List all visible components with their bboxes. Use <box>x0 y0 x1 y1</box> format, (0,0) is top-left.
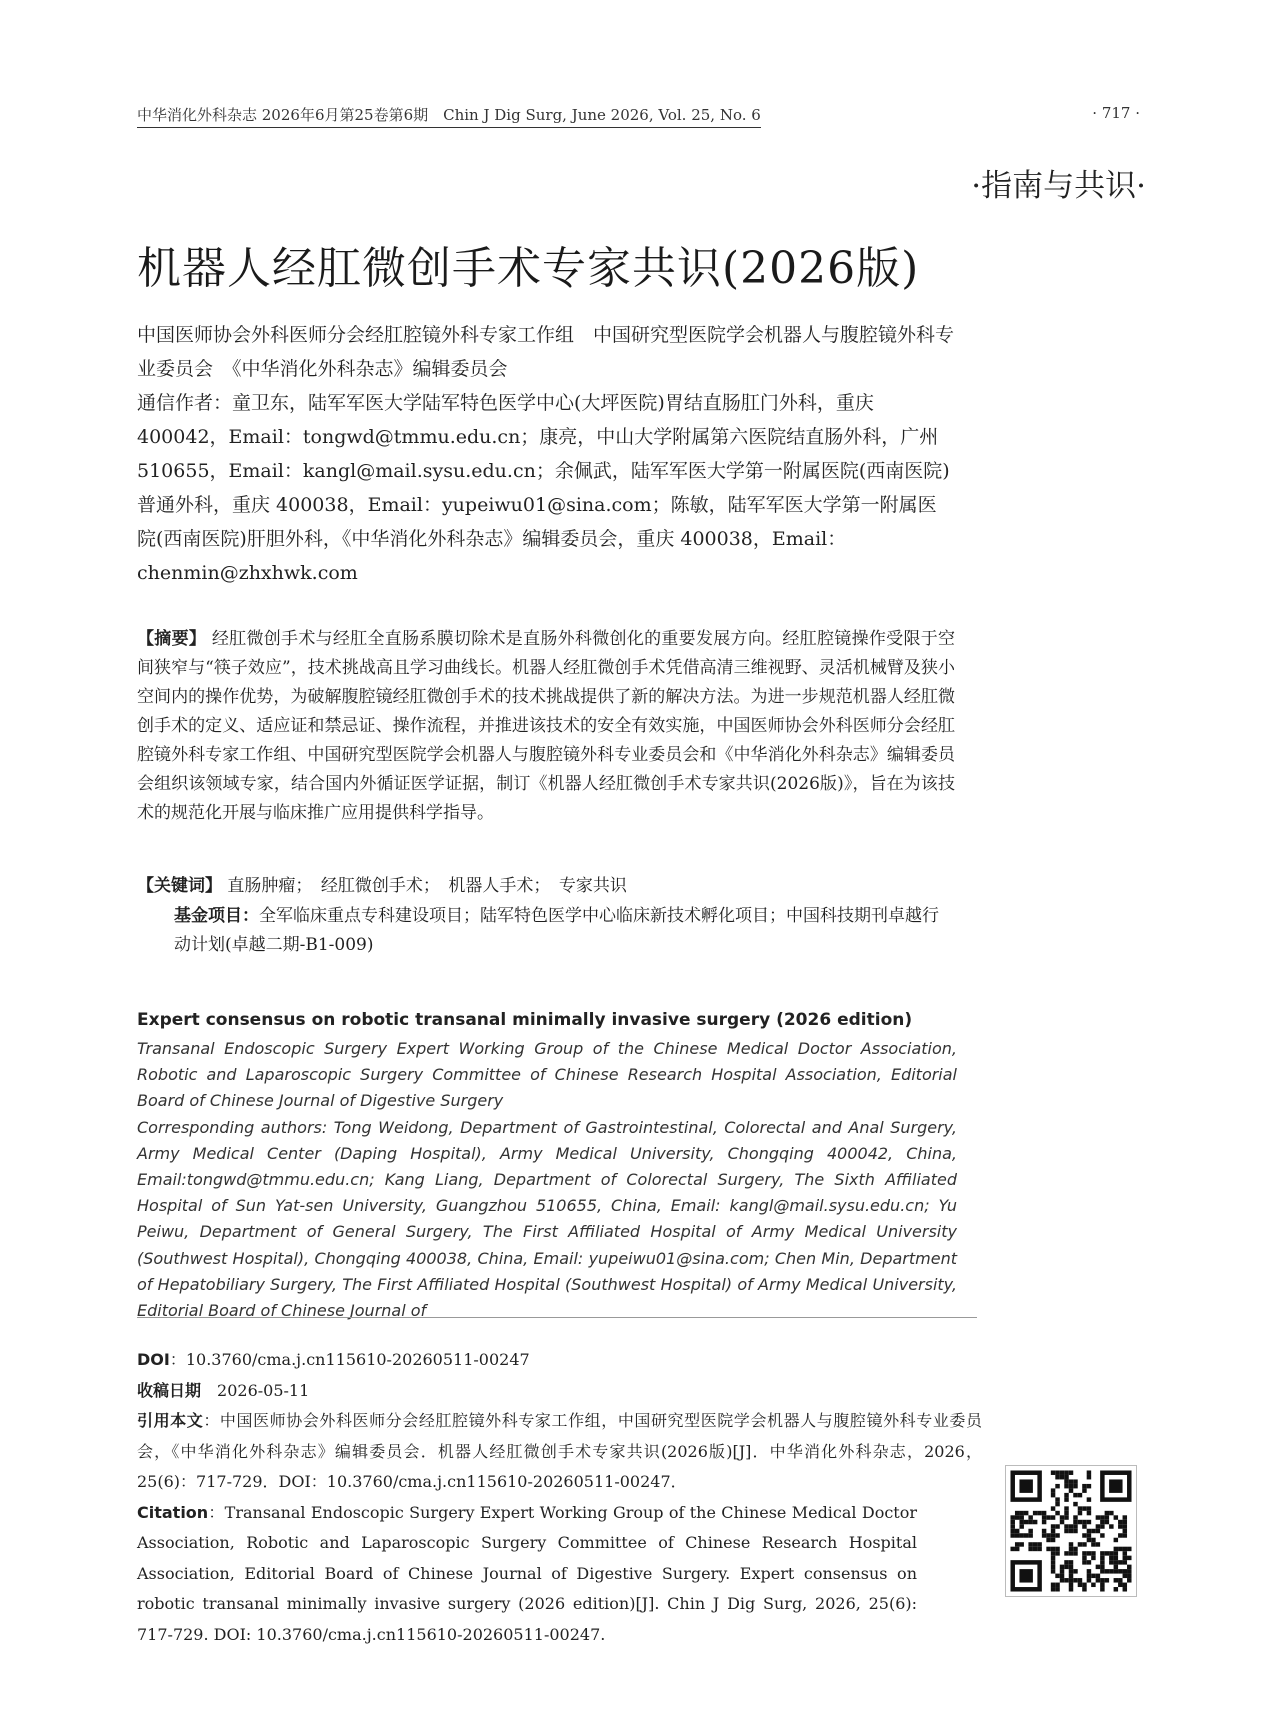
fund <box>174 902 955 960</box>
abstract-label: 【摘要】 <box>137 629 207 649</box>
article-title: 机器人经肛微创手术专家共识(2026版) <box>137 243 920 294</box>
keywords-label: 【关键词】 <box>137 876 222 896</box>
qr-code-icon[interactable] <box>1005 1465 1137 1597</box>
cite-en-label: Citation <box>137 1502 209 1522</box>
corresponding-authors: 通信作者：童卫东，陆军军医大学陆军特色医学中心(大坪医院)胃结直肠肛门外科，重庆 400042，Email：tongwd@tmmu.edu.cn；康亮，中山大学附属第六医院结直肠外科，广州 510655，Email：kangl@mail.sysu.edu.cn；余佩武，陆军军医大学第一附属医院(西南医院)普通外科，重庆 400038，Email：yupeiwu01@sina.com；陈敏，陆军军医大学第一附属医院(西南医院)肝胆外科，《中华消化外科杂志》编辑委员会，重庆 400038，Email：chenmin@zhxhwk.com <box>137 392 950 584</box>
keywords <box>137 872 955 901</box>
section-tag: ·指南与共识· <box>971 168 1146 204</box>
english-authors <box>137 1036 957 1324</box>
abstract-text: 经肛微创手术与经肛全直肠系膜切除术是直肠外科微创化的重要发展方向。经肛腔镜操作受限于空间狭窄与“筷子效应”，技术挑战高且学习曲线长。机器人经肛微创手术凭借高清三维视野、灵活机械臂及狭小空间内的操作优势，为破解腹腔镜经肛微创手术的技术挑战提供了新的解决方法。为进一步规范机器人经肛微创手术的定义、适应证和禁忌证、操作流程，并推进该技术的安全有效实施，中国医师协会外科医师分会经肛腔镜外科专家工作组、中国研究型医院学会机器人与腹腔镜外科专业委员会和《中华消化外科杂志》编辑委员会组织该领域专家，结合国内外循证医学证据，制订《机器人经肛微创手术专家共识(2026版)》，旨在为该技术的规范化开展与临床推广应用提供科学指导。 <box>137 629 956 823</box>
cite-cn-label: 引用本文 <box>137 1411 204 1430</box>
cite-cn-text: ：中国医师协会外科医师分会经肛腔镜外科专家工作组，中国研究型医院学会机器人与腹腔镜外科专业委员会，《中华消化外科杂志》编辑委员会．机器人经肛微创手术专家共识(2026版)[J]．中华消化外科杂志，2026，25(6)：717-729．DOI：10.3760/cma.j.cn115610-20260511-00247． <box>137 1411 982 1491</box>
received-line <box>137 1376 982 1407</box>
running-head: 中华消化外科杂志 2026年6月第25卷第6期 Chin J Dig Surg, June 2026, Vol. 25, No. 6 <box>137 104 761 128</box>
cite-cn-line <box>137 1406 982 1498</box>
cite-en-line <box>137 1498 917 1651</box>
divider <box>137 1317 977 1318</box>
english-author-groups: Transanal Endoscopic Surgery Expert Working Group of the Chinese Medical Doctor Association, Robotic and Laparoscopic Surgery Committee of Chinese Research Hospital Association, Editorial Board of Chinese Journal of Digestive Surgery <box>137 1039 957 1111</box>
received-value: 2026-05-11 <box>217 1380 310 1400</box>
english-title: Expert consensus on robotic transanal minimally invasive surgery (2026 edition) <box>137 1010 913 1030</box>
received-label: 收稿日期 <box>137 1380 202 1400</box>
doi-line <box>137 1345 982 1376</box>
doi-label: DOI <box>137 1350 170 1369</box>
author-groups: 中国医师协会外科医师分会经肛腔镜外科专家工作组 中国研究型医院学会机器人与腹腔镜外科专业委员会 《中华消化外科杂志》编辑委员会 <box>137 324 955 380</box>
authors-block <box>137 318 955 590</box>
abstract <box>137 625 955 828</box>
cite-en-text: ：Transanal Endoscopic Surgery Expert Working Group of the Chinese Medical Doctor Association, Robotic and Laparoscopic Surgery Committee of Chinese Research Hospital Association, Editorial Board of Chinese Journal of Digestive Surgery. Expert consensus on robotic transanal minimally invasive surgery (2026 edition)[J]. Chin J Dig Surg, 2026, 25(6): 717-729. DOI: 10.3760/cma.j.cn115610-20260511-00247. <box>137 1502 917 1644</box>
fund-label: 基金项目： <box>174 906 259 926</box>
fund-text: 全军临床重点专科建设项目；陆军特色医学中心临床新技术孵化项目；中国科技期刊卓越行动计划(卓越二期-B1-009) <box>174 906 939 955</box>
doi-value[interactable]: ：10.3760/cma.j.cn115610-20260511-00247 <box>169 1350 530 1369</box>
page-number: · 717 · <box>1092 104 1140 122</box>
keywords-text: 直肠肿瘤； 经肛微创手术； 机器人手术； 专家共识 <box>227 876 627 896</box>
english-corresponding: Corresponding authors: Tong Weidong, Department of Gastrointestinal, Colorectal and Anal Surgery, Army Medical Center (Daping Hospital), Army Medical University, Chongqing 400042, China, Email:tongwd@tmmu.edu.cn; Kang Liang, Department of Colorectal Surgery, The Sixth Affiliated Hospital of Sun Yat-sen University, Guangzhou 510655, China, Email: kangl@mail.sysu.edu.cn; Yu Peiwu, Department of General Surgery, The First Affiliated Hospital of Army Medical University (Southwest Hospital), Chongqing 400038, China, Email: yupeiwu01@sina.com; Chen Min, Department of Hepatobiliary Surgery, The First Affiliated Hospital (Southwest Hospital) of Army Medical University, Editorial Board of Chinese Journal of <box>137 1117 957 1321</box>
qr-code-graphic <box>1006 1466 1136 1596</box>
article-meta <box>137 1345 982 1650</box>
